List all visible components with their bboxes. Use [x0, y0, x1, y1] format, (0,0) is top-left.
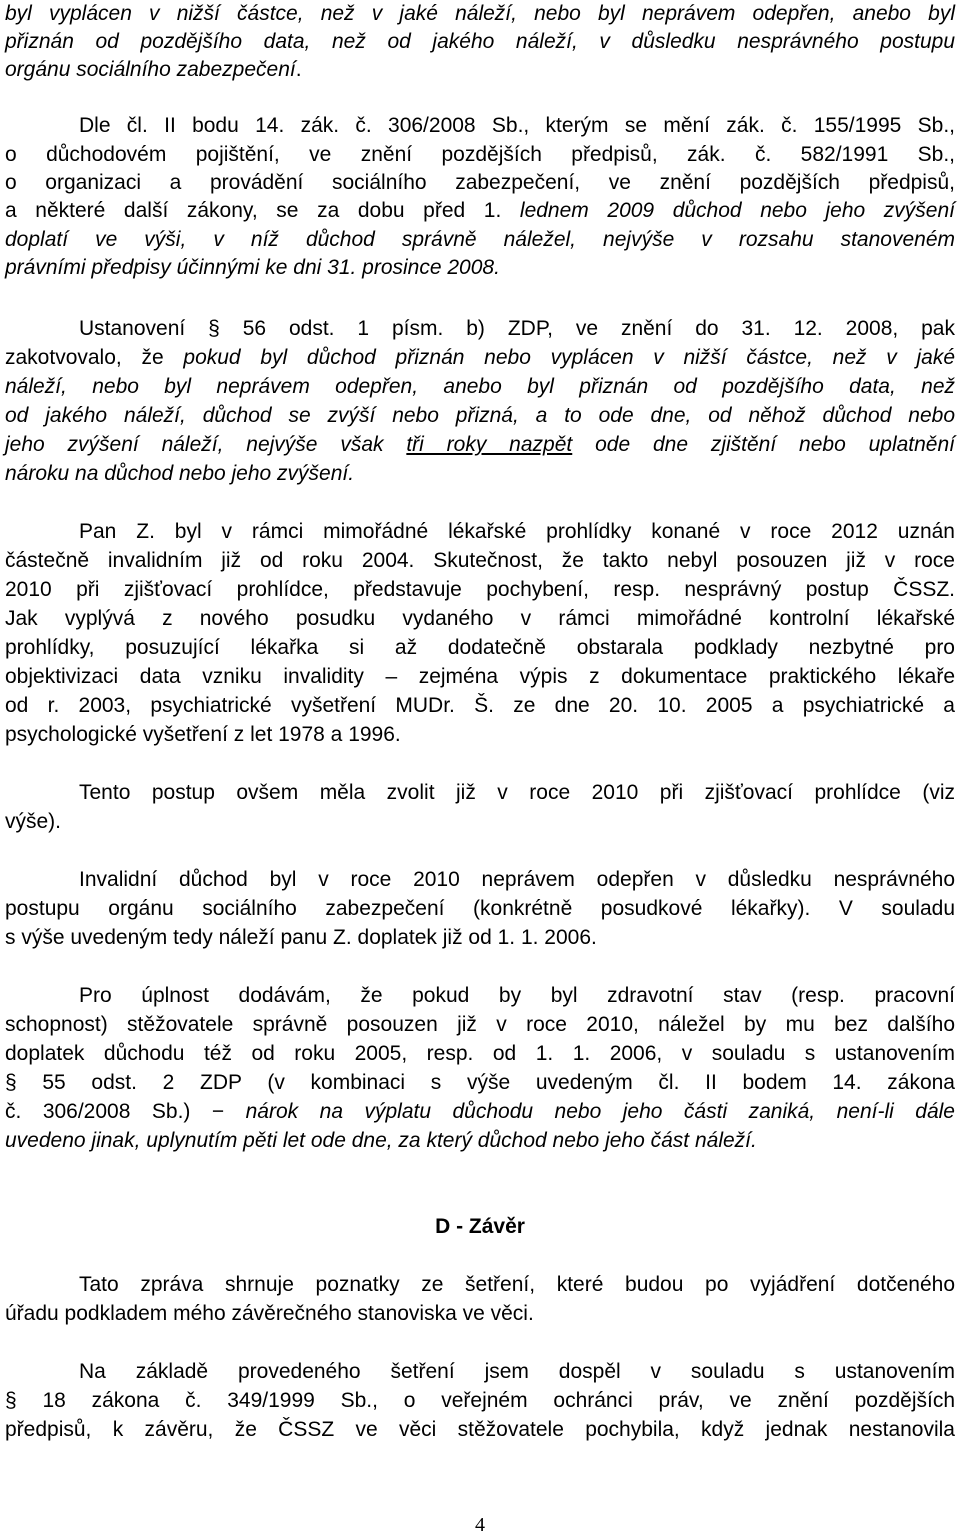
- p9-line-1: Na základě provedeného šetření jsem dospěl v souladu s ustanovením: [79, 1360, 955, 1383]
- p7-line-5-a: č. 306/2008 Sb.) −: [5, 1100, 246, 1123]
- p7-line-6: uvedeno jinak, uplynutím pěti let ode dne, za který důchod nebo jeho část náleží.: [5, 1129, 757, 1152]
- p4-line-4: Jak vyplývá z nového posudku vydaného v rámci mimořádné kontrolní lékařské: [5, 607, 955, 630]
- p2-line-6: právními předpisy účinnými ke dni 31. prosince 2008.: [5, 256, 500, 279]
- p6-line-3: s výše uvedeným tedy náleží panu Z. doplatek již od 1. 1. 2006.: [5, 926, 597, 949]
- p2-line-4-a: a některé další zákony, se za dobu před 1.: [5, 199, 502, 222]
- p9-line-3: předpisů, k závěru, že ČSSZ ve věci stěžovatele pochybila, když jednak nestanovila: [5, 1418, 955, 1441]
- p6-line-1: Invalidní důchod byl v roce 2010 neprávem odepřen v důsledku nesprávného: [79, 868, 955, 891]
- p3-line-2: [5, 344, 955, 372]
- p3-line-5-a: jeho zvýšení náleží, nejvýše však: [5, 433, 407, 456]
- p4-line-8: psychologické vyšetření z let 1978 a 1996.: [5, 723, 401, 746]
- p3-line-5-underlined: tři roky nazpět: [406, 433, 573, 456]
- p5-line-2: výše).: [5, 810, 62, 833]
- p7-line-5-b: nárok na výplatu důchodu nebo jeho části zaniká, není-li dále: [245, 1100, 955, 1123]
- p5-line-1: Tento postup ovšem měla zvolit již v roce 2010 při zjišťovací prohlídce (viz: [79, 781, 955, 804]
- p7-line-2: schopnost) stěžovatele správně posouzen již v roce 2010, náležel by mu bez dalšího: [5, 1013, 955, 1036]
- p6-line-2: postupu orgánu sociálního zabezpečení (konkrétně posudkové lékařky). V souladu: [5, 897, 955, 920]
- p3-line-1: Ustanovení § 56 odst. 1 písm. b) ZDP, ve znění do 31. 12. 2008, pak: [79, 317, 955, 340]
- p2-line-4: [5, 197, 955, 225]
- p1-line-3-text: orgánu sociálního zabezpečení: [5, 58, 296, 81]
- p7-line-5: [5, 1098, 955, 1126]
- p3-line-5-b: ode dne zjištění nebo uplatnění: [572, 433, 956, 456]
- p4-line-2: částečně invalidním již od roku 2004. Skutečnost, že takto nebyl posouzen již v roce: [5, 549, 955, 572]
- p2-line-2: o důchodovém pojištění, ve znění pozdějších předpisů, zák. č. 582/1991 Sb.,: [5, 143, 955, 166]
- p1-line-1: byl vyplácen v nižší částce, než v jaké náleží, nebo byl neprávem odepřen, anebo byl: [5, 2, 955, 25]
- p3-line-3: náleží, nebo byl neprávem odepřen, anebo byl přiznán od pozdějšího data, než: [5, 375, 955, 398]
- p8-line-1: Tato zpráva shrnuje poznatky ze šetření, které budou po vyjádření dotčeného: [79, 1273, 955, 1296]
- p2-line-4-b: lednem 2009 důchod nebo jeho zvýšení: [501, 199, 956, 222]
- p3-line-4: od jakého náleží, důchod se zvýší nebo přizná, a to ode dne, od něhož důchod nebo: [5, 404, 955, 427]
- p8-line-2: úřadu podkladem mého závěrečného stanoviska ve věci.: [5, 1302, 534, 1325]
- p9-line-2: § 18 zákona č. 349/1999 Sb., o veřejném ochránci práv, ve znění pozdějších: [5, 1389, 955, 1412]
- p1-line-3-end: .: [295, 58, 302, 81]
- p4-line-5: prohlídky, posuzující lékařka si až dodatečně obstarala podklady nezbytné pro: [5, 636, 955, 659]
- p3-line-2-b: pokud byl důchod přiznán nebo vyplácen v nižší částce, než v jaké: [183, 346, 955, 369]
- p3-line-6: nároku na důchod nebo jeho zvýšení.: [5, 462, 355, 485]
- p7-line-3: doplatek důchodu též od roku 2005, resp. od 1. 1. 2006, v souladu s ustanovením: [5, 1042, 955, 1065]
- p2-line-3: o organizaci a provádění sociálního zabezpečení, ve znění pozdějších předpisů,: [5, 171, 955, 194]
- section-heading: D - Závěr: [435, 1215, 525, 1238]
- p4-line-7: od r. 2003, psychiatrické vyšetření MUDr. Š. ze dne 20. 10. 2005 a psychiatrické a: [5, 694, 955, 717]
- p4-line-6: objektivizaci data vzniku invalidity – zejména výpis z dokumentace praktického lékaře: [5, 665, 955, 688]
- p2-line-1: Dle čl. II bodu 14. zák. č. 306/2008 Sb., kterým se mění zák. č. 155/1995 Sb.,: [79, 114, 955, 137]
- p3-line-2-a: zakotvovalo, že: [5, 346, 184, 369]
- p7-line-1: Pro úplnost dodávám, že pokud by byl zdravotní stav (resp. pracovní: [79, 984, 955, 1007]
- p1-line-3: [5, 56, 955, 84]
- p4-line-3: 2010 při zjišťovací prohlídce, představuje pochybení, resp. nesprávný postup ČSSZ.: [5, 578, 955, 601]
- p7-line-4: § 55 odst. 2 ZDP (v kombinaci s výše uvedeným čl. II bodem 14. zákona: [5, 1071, 955, 1094]
- p4-line-1: Pan Z. byl v rámci mimořádné lékařské prohlídky konané v roce 2012 uznán: [79, 520, 955, 543]
- page-number: 4: [475, 1514, 485, 1536]
- p1-line-2: přiznán od pozdějšího data, než od jakého náleží, v důsledku nesprávného postupu: [5, 30, 955, 53]
- p2-line-5: doplatí ve výši, v níž důchod správně náležel, nejvýše v rozsahu stanoveném: [5, 228, 955, 251]
- p3-line-5: [5, 431, 955, 459]
